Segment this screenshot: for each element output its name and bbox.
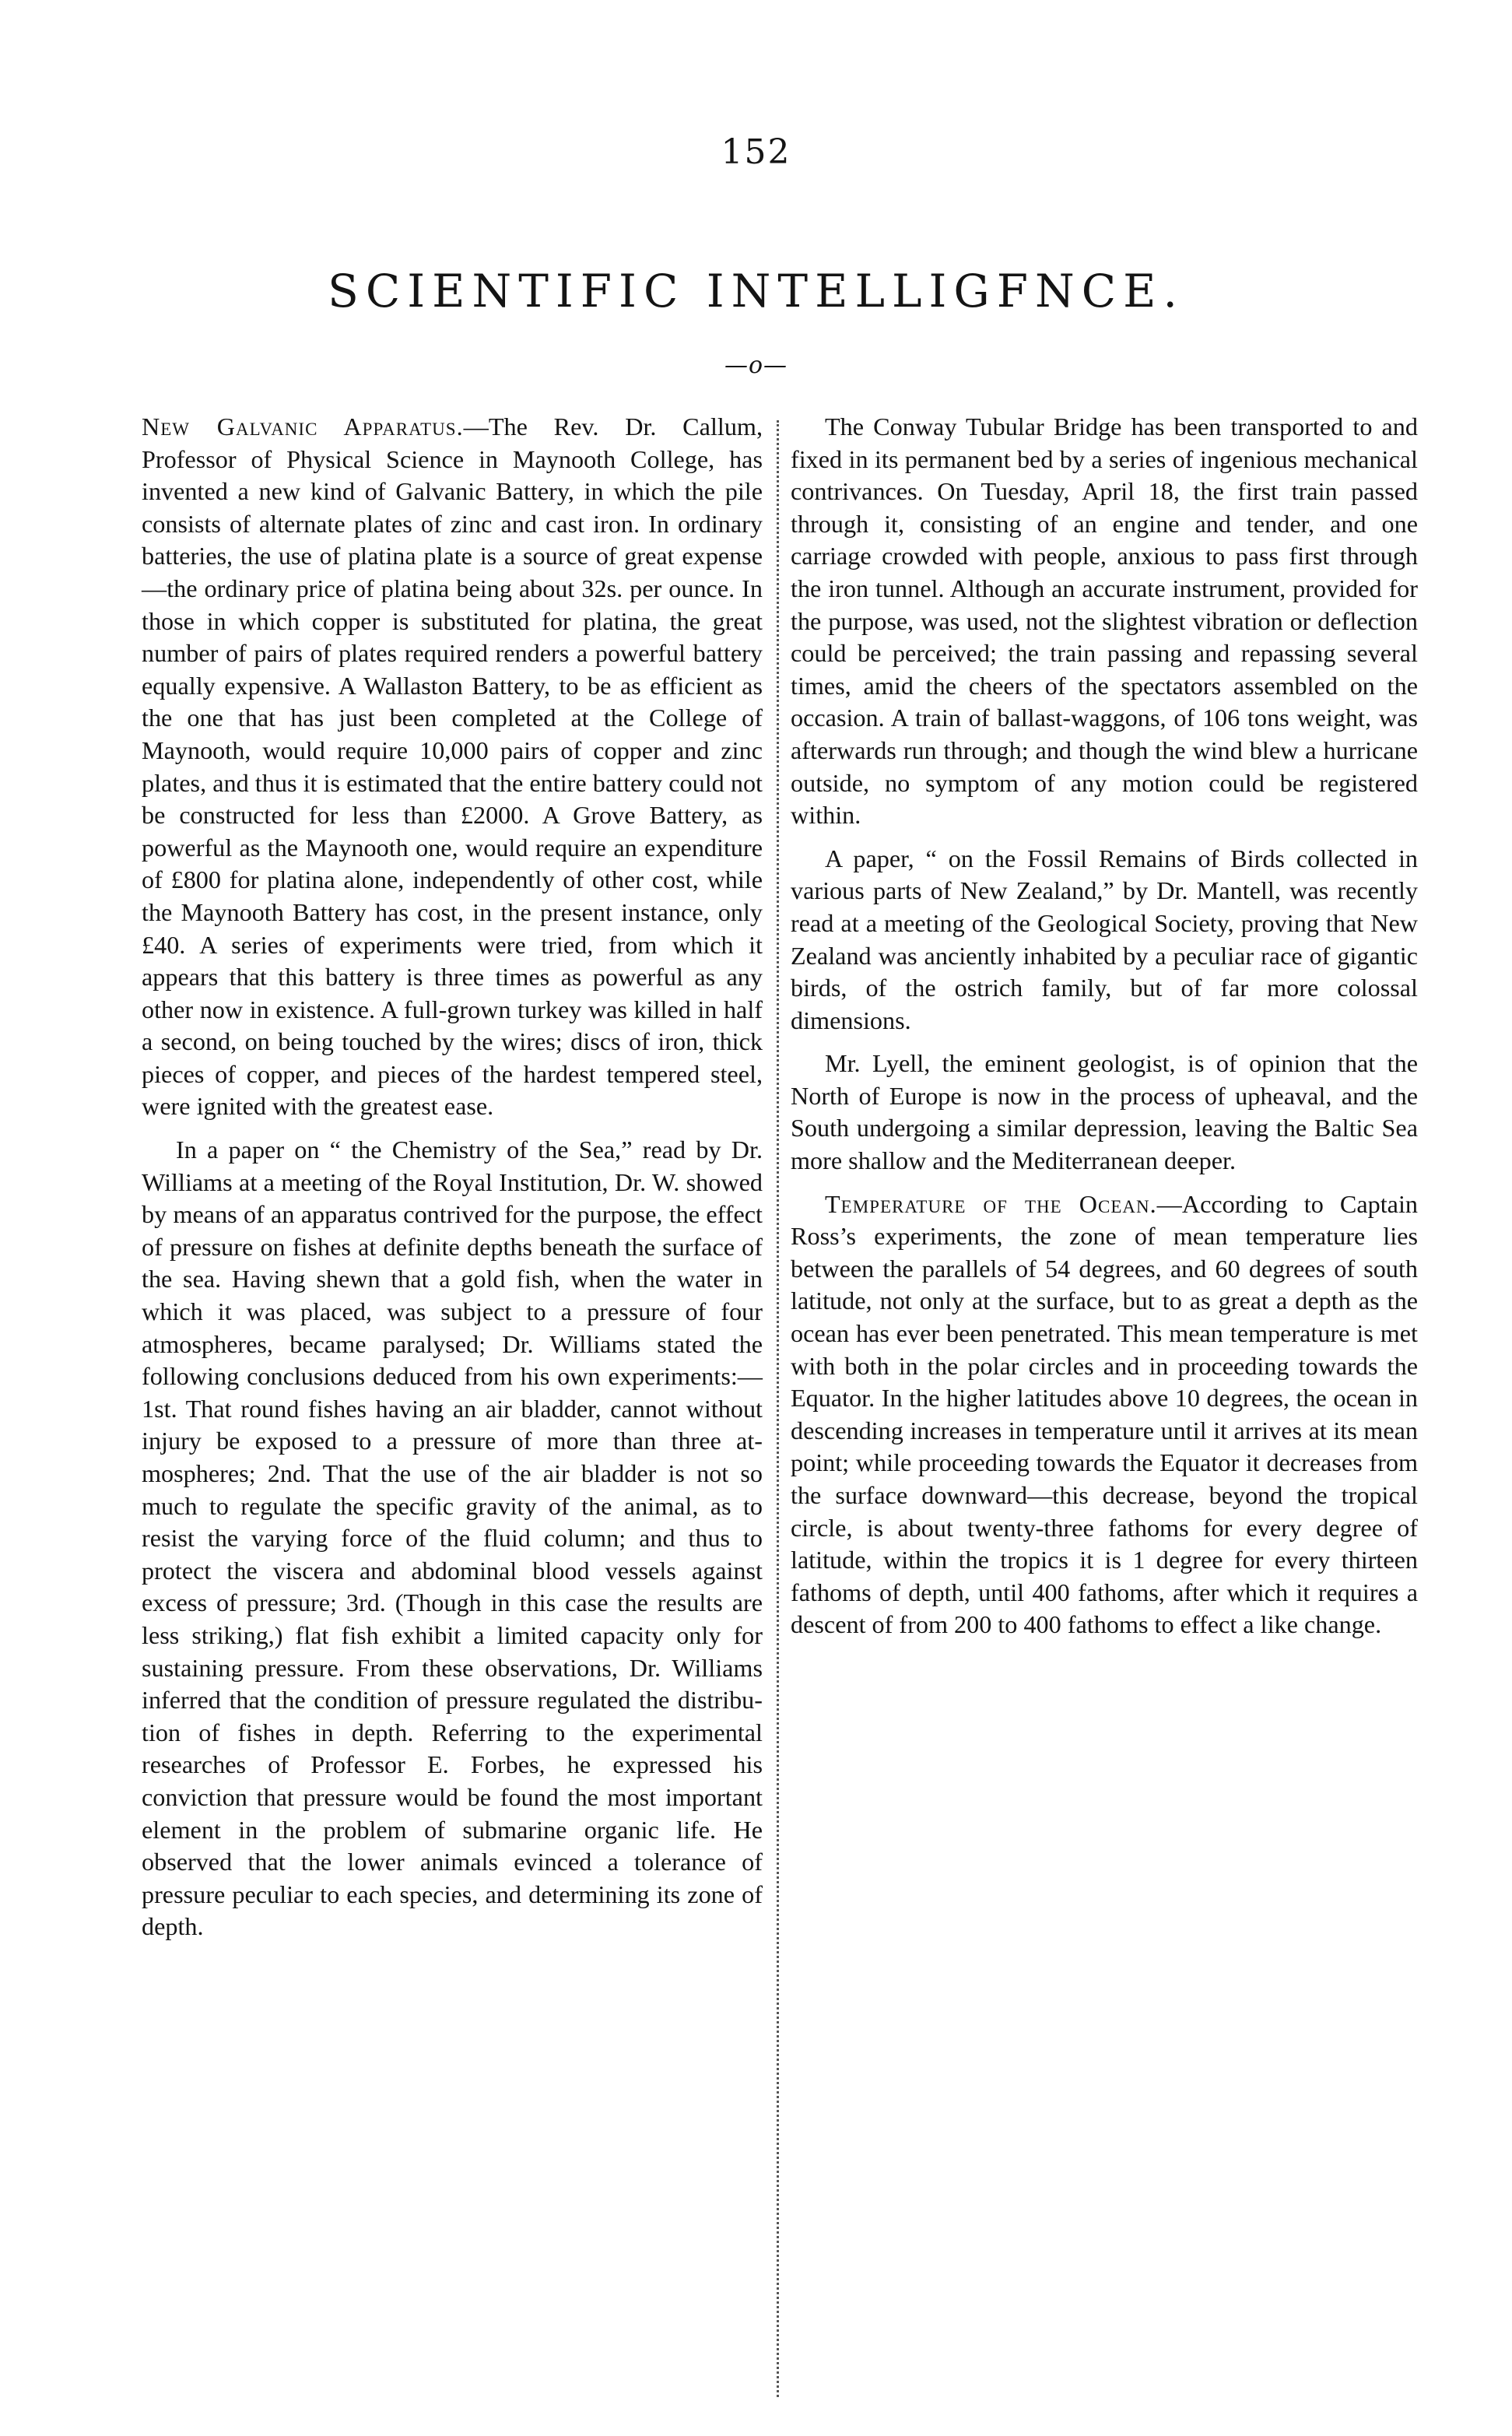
article-heading-ocean: Temperature of the Ocean. [825,1189,1157,1218]
article-lyell: Mr. Lyell, the eminent geologist, is of opinion that the North of Europe is now in the process of upheaval, and the South undergoing a similar depression, leaving the Baltic Sea more shallow and the Mediterranean deeper. [791,1049,1418,1175]
left-column [142,411,763,2403]
page-number: 152 [721,132,791,172]
article-chemistry-of-the-sea: In a paper on “ the Chemistry of the Sea,” read by Dr. Williams at a meeting of the Royal Institution, Dr. W. showed by means of an apparatus contrived for the purpose, the effect of pressure on fishes at definite depths beneath the surface of the sea. Having shewn that a gold fish, when the water in which it was placed, was subject to a pressure of four atmospheres, became paralysed; Dr. Williams stated the following conclusions deduced from his own experiments:—1st. That round fishes having an air bladder, cannot without injury be exposed to a pressure of more than three atmospheres; 2nd. That the use of the air bladder is not so much to regulate the specific gravity of the animal, as to resist the varying force of the fluid column; and thus to protect the viscera and abdominal blood vessels against excess of pressure; 3rd. (Though in this case the results are less striking,) flat fish exhibit a limited capacity only for sustaining pressure. From these observations, Dr. Williams inferred that the condition of pressure regulated the distribution of fishes in depth. Referring to the experimental researches of Professor E. Forbes, he expressed his conviction that pressure would be found the most important element in the problem of submarine organic life. He observed that the lower animals evinced a tolerance of pressure peculiar to each species, and determining its zone of depth. [142,1136,763,1941]
article-conway-bridge: The Conway Tubular Bridge has been transported to and fixed in its permanent bed by a series of ingenious mechanical contrivances. On Tuesday, April 18, the first train passed through it, consisting of an engine and tender, and one carriage crowded with people, anxious to pass first through the iron tunnel. Although an accurate instrument, provided for the purpose, was used, not the slightest vibration or deflection could be perceived; the train passing and repassing several times, amid the cheers of the spectators assembled on the occasion. A train of ballast-waggons, of 106 tons weight, was afterwards run through; and though the wind blew a hurricane outside, no symptom of any motion could be registered within. [791,412,1418,830]
page-title: SCIENTIFIC INTELLIGFNCE. [328,265,1184,318]
article-body-ocean: —According to Captain Ross’s experiments, the zone of mean temperature lies between the parallels of 54 degrees, and 60 degrees of south latitude, not only at the surface, but to as great a depth as the ocean has ever been penetrated. This mean temperature is met with both in the polar circles and in proceeding towards the Equator. In the higher latitudes above 10 degrees, the ocean in descending increases in temperature until it arrives at its mean point; while proceeding towards the Equator it decreases from the surface downward—this decrease, beyond the tropical circle, is about twenty-three fathoms for every degree of latitude, within the tropics it is 1 degree for every thirteen fathoms of depth, until 400 fathoms, after which it requires a descent of from 200 to 400 fathoms to effect a like change. [791,1189,1418,1639]
column-divider [777,420,779,2397]
right-column [791,411,1418,2403]
article-body-galvanic: —The Rev. Dr. Callum, Professor of Physical Science in Maynooth College, has invented a new kind of Galvanic Battery, in which the pile consists of alternate plates of zinc and cast iron. In ordinary batteries, the use of platina plate is a source of great expense—the ordinary price of platina being about 32s. per ounce. In those in which copper is substituted for platina, the great number of pairs of plates required renders a powerful battery equally expensive. A Wallaston Battery, to be as efficient as the one that has just been completed at the College of Maynooth, would require 10,000 pairs of copper and zinc plates, and thus it is estimated that the entire battery could not be constructed for less than £2000. A Grove Battery, as powerful as the Maynooth one, would require an expenditure of £800 for platina alone, independently of other cost, while the Maynooth Battery has cost, in the present instance, only £40. A series of experiments were tried, from which it appears that this battery is three times as powerful as any other now in existence. A full-grown turkey was killed in half a second, on being touched by the wires; discs of iron, thick pieces of copper, and pieces of the hardest tempered steel, were ignited with the greatest ease. [142,412,763,1121]
article-galvanic-apparatus [142,411,763,1123]
article-fossil-birds: A paper, “ on the Fossil Remains of Birds collected in various parts of New Zealand,” by Dr. Mantell, was recently read at a meeting of the Geological Society, proving that New Zealand was anciently inhabited by a peculiar race of gigantic birds, of the ostrich family, but of far more colossal dimensions. [791,844,1418,1034]
article-heading-galvanic: New Galvanic Apparatus. [142,412,464,441]
title-ornament: —o— [724,352,788,379]
article-ocean-temperature [791,1188,1418,1641]
